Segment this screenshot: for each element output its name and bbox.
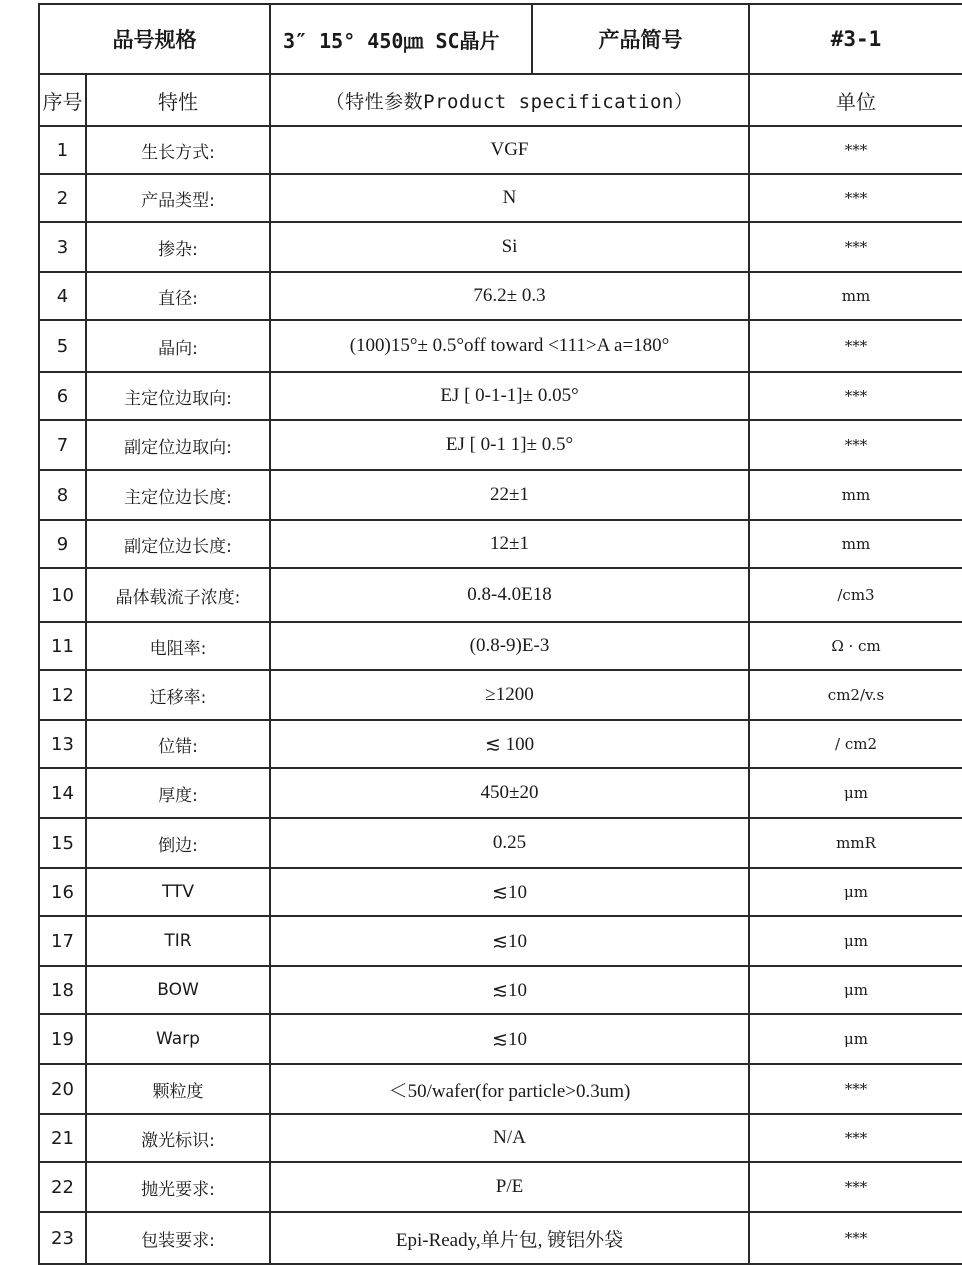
row-property: 颗粒度 bbox=[86, 1064, 270, 1114]
row-number: 20 bbox=[39, 1064, 86, 1114]
table-row bbox=[39, 126, 962, 174]
row-unit: *** bbox=[749, 1162, 962, 1212]
row-number: 14 bbox=[39, 768, 86, 818]
code-value: #3-1 bbox=[749, 4, 962, 74]
row-value: Si bbox=[270, 222, 749, 272]
col-unit: 单位 bbox=[749, 74, 962, 126]
row-property: 产品类型: bbox=[86, 174, 270, 222]
row-value: 0.8-4.0E18 bbox=[270, 568, 749, 622]
row-property: Warp bbox=[86, 1014, 270, 1064]
row-number: 19 bbox=[39, 1014, 86, 1064]
table-row bbox=[39, 568, 962, 622]
row-property: 激光标识: bbox=[86, 1114, 270, 1162]
row-property: 晶向: bbox=[86, 320, 270, 372]
row-number: 15 bbox=[39, 818, 86, 868]
table-row bbox=[39, 818, 962, 868]
table-row bbox=[39, 670, 962, 720]
table-row bbox=[39, 222, 962, 272]
row-number: 21 bbox=[39, 1114, 86, 1162]
table-row bbox=[39, 720, 962, 768]
row-property: TIR bbox=[86, 916, 270, 966]
row-value: ≲10 bbox=[270, 1014, 749, 1064]
row-value: ≲10 bbox=[270, 916, 749, 966]
row-number: 13 bbox=[39, 720, 86, 768]
column-header-row bbox=[39, 74, 962, 126]
row-property: 位错: bbox=[86, 720, 270, 768]
row-unit: μm bbox=[749, 916, 962, 966]
row-value: ≲10 bbox=[270, 966, 749, 1014]
row-unit: *** bbox=[749, 1064, 962, 1114]
row-property: 副定位边长度: bbox=[86, 520, 270, 568]
row-number: 12 bbox=[39, 670, 86, 720]
row-unit: mm bbox=[749, 470, 962, 520]
row-property: 主定位边长度: bbox=[86, 470, 270, 520]
table-row bbox=[39, 420, 962, 470]
row-value: EJ [ 0-1 1]± 0.5° bbox=[270, 420, 749, 470]
row-property: 副定位边取向: bbox=[86, 420, 270, 470]
table-row bbox=[39, 320, 962, 372]
row-value: ≥1200 bbox=[270, 670, 749, 720]
row-number: 6 bbox=[39, 372, 86, 420]
row-property: 生长方式: bbox=[86, 126, 270, 174]
row-unit: *** bbox=[749, 372, 962, 420]
row-number: 10 bbox=[39, 568, 86, 622]
row-property: 包装要求: bbox=[86, 1212, 270, 1264]
table-row bbox=[39, 372, 962, 420]
row-unit: *** bbox=[749, 1114, 962, 1162]
row-property: 电阻率: bbox=[86, 622, 270, 670]
row-property: 主定位边取向: bbox=[86, 372, 270, 420]
row-number: 8 bbox=[39, 470, 86, 520]
row-number: 22 bbox=[39, 1162, 86, 1212]
spec-value: 3″ 15° 450㎛ SC晶片 bbox=[270, 4, 532, 74]
row-property: BOW bbox=[86, 966, 270, 1014]
row-unit: / cm2 bbox=[749, 720, 962, 768]
row-number: 2 bbox=[39, 174, 86, 222]
table-row bbox=[39, 868, 962, 916]
table-row bbox=[39, 768, 962, 818]
row-value: 0.25 bbox=[270, 818, 749, 868]
row-value: ≲10 bbox=[270, 868, 749, 916]
row-number: 1 bbox=[39, 126, 86, 174]
row-value: Epi-Ready,单片包, 镀铝外袋 bbox=[270, 1212, 749, 1264]
row-property: 倒边: bbox=[86, 818, 270, 868]
row-value: N bbox=[270, 174, 749, 222]
table-row bbox=[39, 1114, 962, 1162]
row-unit: mmR bbox=[749, 818, 962, 868]
spec-table bbox=[38, 3, 962, 1265]
row-property: 晶体载流子浓度: bbox=[86, 568, 270, 622]
row-unit: cm2/v.s bbox=[749, 670, 962, 720]
row-property: TTV bbox=[86, 868, 270, 916]
spec-label: 品号规格 bbox=[39, 4, 270, 74]
row-unit: *** bbox=[749, 222, 962, 272]
table-row bbox=[39, 174, 962, 222]
row-value: ＜50/wafer(for particle>0.3um) bbox=[270, 1064, 749, 1114]
row-value: N/A bbox=[270, 1114, 749, 1162]
code-label: 产品简号 bbox=[532, 4, 749, 74]
row-value: 22±1 bbox=[270, 470, 749, 520]
row-value: EJ [ 0-1-1]± 0.05° bbox=[270, 372, 749, 420]
row-number: 7 bbox=[39, 420, 86, 470]
table-row bbox=[39, 1014, 962, 1064]
row-unit: *** bbox=[749, 320, 962, 372]
col-index: 序号 bbox=[39, 74, 86, 126]
row-value: ≲ 100 bbox=[270, 720, 749, 768]
table-row bbox=[39, 1162, 962, 1212]
row-number: 11 bbox=[39, 622, 86, 670]
row-unit: *** bbox=[749, 1212, 962, 1264]
row-unit: μm bbox=[749, 868, 962, 916]
row-number: 4 bbox=[39, 272, 86, 320]
table-row bbox=[39, 916, 962, 966]
row-unit: *** bbox=[749, 174, 962, 222]
row-unit: mm bbox=[749, 520, 962, 568]
row-number: 18 bbox=[39, 966, 86, 1014]
col-property: 特性 bbox=[86, 74, 270, 126]
row-value: (0.8-9)E-3 bbox=[270, 622, 749, 670]
row-number: 23 bbox=[39, 1212, 86, 1264]
row-value: 450±20 bbox=[270, 768, 749, 818]
row-value: VGF bbox=[270, 126, 749, 174]
table-row bbox=[39, 1064, 962, 1114]
row-number: 17 bbox=[39, 916, 86, 966]
header-row bbox=[39, 4, 962, 74]
row-unit: *** bbox=[749, 420, 962, 470]
row-property: 直径: bbox=[86, 272, 270, 320]
table-row bbox=[39, 272, 962, 320]
row-unit: mm bbox=[749, 272, 962, 320]
row-unit: /cm3 bbox=[749, 568, 962, 622]
table-row bbox=[39, 520, 962, 568]
row-unit: μm bbox=[749, 966, 962, 1014]
col-parameter: （特性参数Product specification） bbox=[270, 74, 749, 126]
table-row bbox=[39, 966, 962, 1014]
row-unit: Ω · cm bbox=[749, 622, 962, 670]
row-number: 9 bbox=[39, 520, 86, 568]
row-property: 掺杂: bbox=[86, 222, 270, 272]
table-row bbox=[39, 622, 962, 670]
table-row bbox=[39, 470, 962, 520]
table-row bbox=[39, 1212, 962, 1264]
row-number: 3 bbox=[39, 222, 86, 272]
row-value: 76.2± 0.3 bbox=[270, 272, 749, 320]
row-value: (100)15°± 0.5°off toward <111>A a=180° bbox=[270, 320, 749, 372]
row-property: 厚度: bbox=[86, 768, 270, 818]
row-property: 抛光要求: bbox=[86, 1162, 270, 1212]
row-property: 迁移率: bbox=[86, 670, 270, 720]
row-number: 16 bbox=[39, 868, 86, 916]
row-unit: μm bbox=[749, 768, 962, 818]
row-value: 12±1 bbox=[270, 520, 749, 568]
row-value: P/E bbox=[270, 1162, 749, 1212]
row-unit: *** bbox=[749, 126, 962, 174]
row-number: 5 bbox=[39, 320, 86, 372]
row-unit: μm bbox=[749, 1014, 962, 1064]
